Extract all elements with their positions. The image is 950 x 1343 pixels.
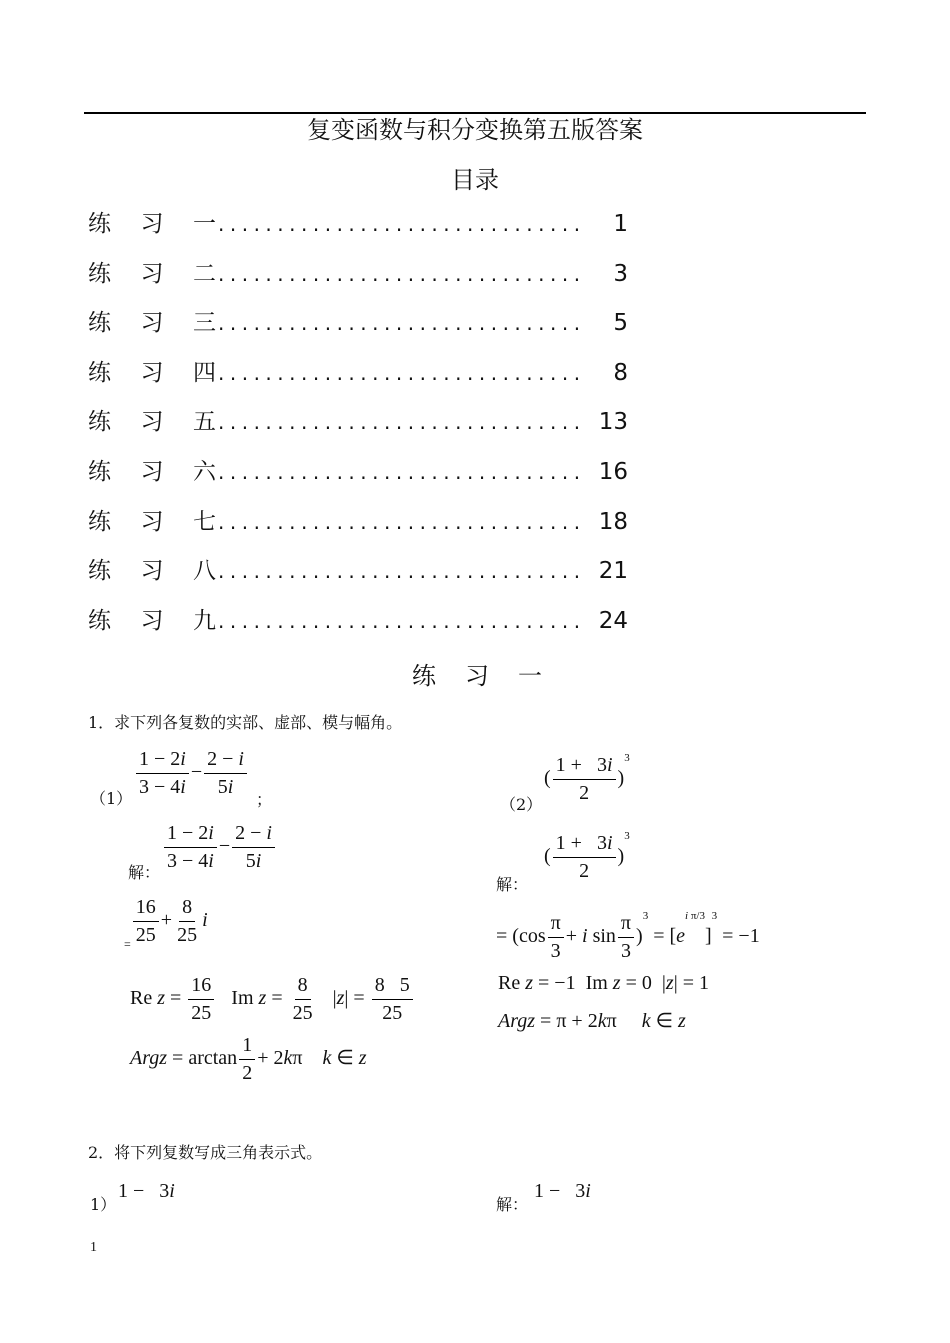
formula-p1-result: $_=$ $\frac{16}{25}$ + $\frac{8}{25}$ i — [124, 896, 208, 952]
toc-page-number: 18 — [598, 508, 628, 535]
toc-leader: ............................... — [218, 261, 586, 286]
toc-page-number: 24 — [598, 607, 628, 634]
toc-page-number: 13 — [598, 409, 628, 436]
toc-entry[interactable]: 练 习 八 ............................... 21 — [88, 558, 628, 585]
formula-p2-euler: = (cos $\frac{\pi}{3}$ + i sin $\frac{\pi}{3}$ )$^3 = [e^{i \pi/3}]^3 = -1$ — [496, 910, 760, 962]
toc-entry[interactable]: 练 习 四 ............................... 8 — [88, 359, 628, 386]
toc-entry[interactable]: 练 习 三 ............................... 5 — [88, 310, 628, 337]
toc-page-number: 1 — [613, 211, 628, 237]
toc-heading: 目录 — [451, 166, 499, 194]
formula-p2-given: ( $\frac{1 + 3i}{2}$ )$^3$ — [544, 752, 630, 804]
part-label: （2） — [500, 795, 543, 814]
toc-entry[interactable]: 练 习 六 ............................... 16 — [88, 458, 628, 485]
toc-page-number: 3 — [613, 260, 628, 287]
toc-page-number: 16 — [598, 458, 628, 485]
formula-q1-solution: 1 − 3i — [534, 1180, 591, 1202]
table-of-contents — [88, 205, 628, 651]
toc-leader: ............................... — [218, 311, 586, 336]
formula-p2-parts: Re z = −1 Im z = 0 |z| = 1 — [498, 972, 709, 994]
toc-leader: ............................... — [218, 360, 586, 385]
page-number: 1 — [90, 1240, 97, 1255]
toc-page-number: 5 — [613, 310, 628, 337]
formula-p1-given: $\frac{1 - 2i}{3 - 4i}$ − $\frac{2 - i}{5i}$ — [134, 746, 249, 801]
toc-leader: ............................... — [218, 212, 586, 236]
part-label: （1） — [90, 789, 133, 808]
semicolon: ； — [256, 790, 273, 809]
formula-q1: 1 − 3i — [118, 1180, 175, 1202]
solution-label: 解： — [496, 875, 529, 894]
toc-leader: ............................... — [218, 509, 586, 534]
toc-leader: ............................... — [218, 559, 586, 584]
formula-p1-restated: $\frac{1 - 2i}{3 - 4i}$ − $\frac{2 - i}{5i}$ — [162, 820, 277, 875]
problem-1-statement: 1．求下列各复数的实部、虚部、模与幅角。 — [88, 713, 403, 732]
formula-p1-parts: Re z = $\frac{16}{25}$ Im z = $\frac{8}{25}$ |z| = $\frac{8 5}{25}$ — [130, 972, 415, 1027]
solution-label: 解： — [128, 863, 161, 882]
section-heading: 练 习 一 — [412, 662, 542, 690]
toc-leader: ............................... — [218, 608, 586, 633]
solution-label: 解： — [496, 1195, 529, 1214]
page-title: 复变函数与积分变换第五版答案 — [307, 116, 643, 144]
toc-entry[interactable]: 练 习 二 ............................... 3 — [88, 260, 628, 287]
toc-entry[interactable]: 练 习 五 ............................... 13 — [88, 409, 628, 436]
toc-entry[interactable]: 练 习 七 ............................... 18 — [88, 508, 628, 535]
part-label: 1） — [90, 1195, 117, 1214]
problem-2-statement: 2．将下列复数写成三角表示式。 — [88, 1143, 323, 1162]
toc-page-number: 21 — [598, 558, 628, 585]
toc-entry[interactable]: 练 习 一 ............................... 1 — [88, 211, 628, 237]
toc-entry[interactable]: 练 习 九 ............................... 24 — [88, 607, 628, 634]
toc-leader: ............................... — [218, 410, 586, 435]
formula-p1-arg: Argz = arctan $\frac{1}{2}$ + 2kπ k ∈ z — [130, 1034, 367, 1084]
toc-page-number: 8 — [613, 359, 628, 386]
toc-leader: ............................... — [218, 459, 586, 484]
formula-p2-restated: ( $\frac{1 + 3i}{2}$ )$^3$ — [544, 830, 630, 882]
formula-p2-arg: Argz = π + 2kπ k ∈ z — [498, 1010, 686, 1032]
